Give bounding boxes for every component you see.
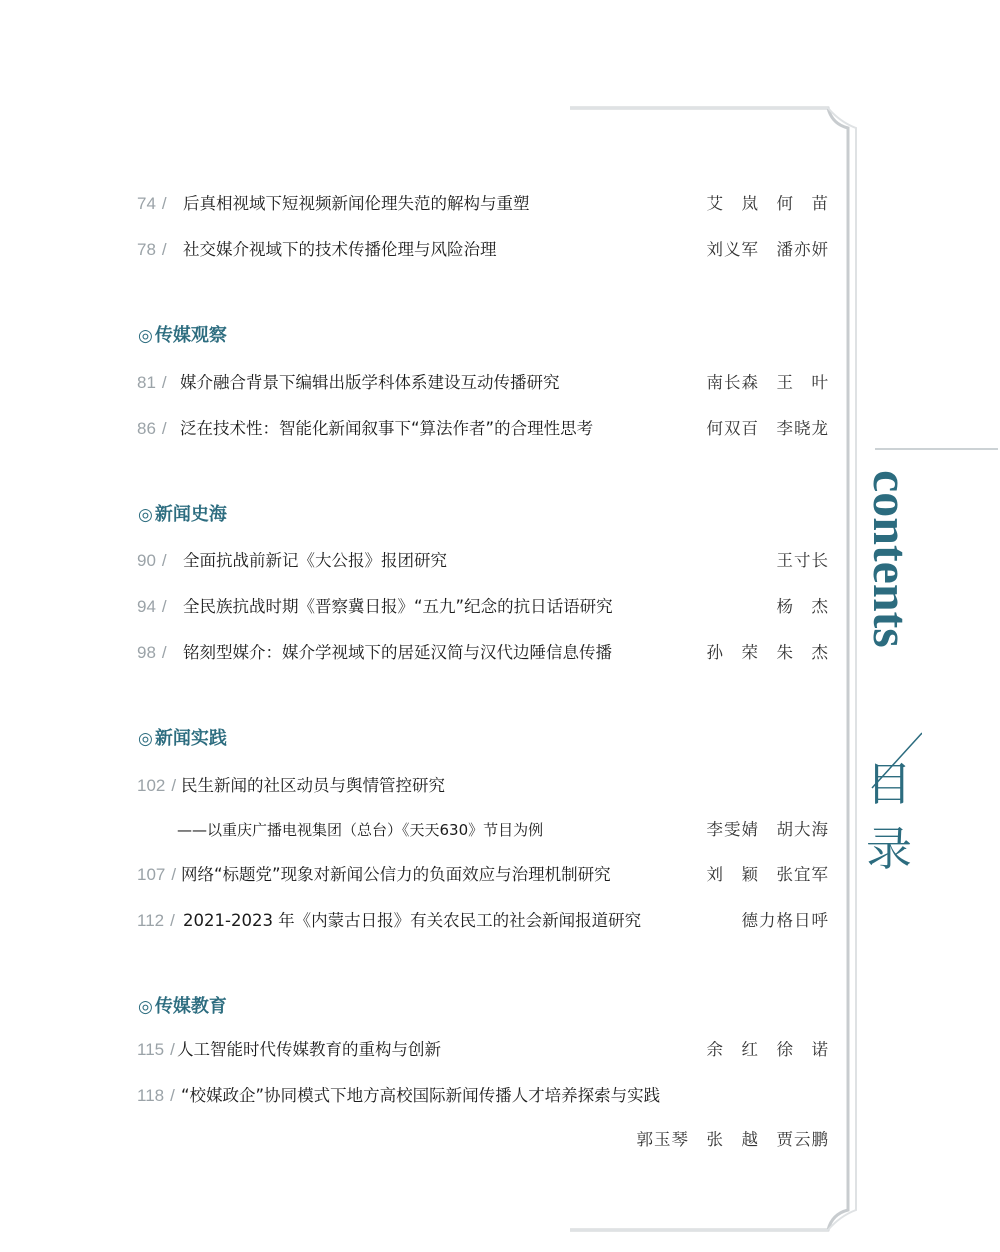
article-title: 人工智能时代传媒教育的重构与创新 [177,1040,441,1059]
article-subtitle: ——以重庆广播电视集团（总台）《天天630》节目为例 [177,821,544,839]
section-name: 新闻实践 [154,728,227,749]
article-authors: 郭玉琴 张 越 贾云鹏 [636,1130,829,1149]
article-title: 民生新闻的社区动员与舆情管控研究 [181,776,445,795]
toc-entry[interactable] [137,371,829,395]
article-title: 全民族抗战时期《晋察冀日报》“五九”纪念的抗日话语研究 [183,597,613,616]
article-authors: 余 红 徐 诺 [706,1040,829,1059]
toc-entry[interactable] [137,1038,829,1062]
page-number: 90 / [137,551,167,570]
toc-entry[interactable] [137,1084,829,1108]
toc-entry[interactable] [137,641,829,665]
section-name: 传媒教育 [154,996,227,1017]
page-number: 94 / [137,597,167,616]
toc-entry[interactable] [137,909,829,933]
article-authors: 何双百 李晓龙 [706,419,829,438]
article-authors: 王寸长 [776,551,829,570]
section-heading [138,502,227,528]
page-number: 81 / [137,373,167,392]
section-heading [138,994,227,1020]
article-title: 全面抗战前新记《大公报》报团研究 [183,551,447,570]
side-title-english: contents [863,470,919,648]
article-title: 媒介融合背景下编辑出版学科体系建设互动传播研究 [180,373,560,392]
page-number: 74 / [137,194,167,213]
toc-entry[interactable] [137,549,829,573]
article-title: 后真相视域下短视频新闻伦理失范的解构与重塑 [183,194,530,213]
section-name: 新闻史海 [154,504,227,525]
article-authors: 刘义军 潘亦妍 [706,240,829,259]
article-authors: 德力格日呼 [741,911,829,930]
page-number: 115 / [137,1040,175,1059]
toc-entry[interactable] [137,595,829,619]
toc-entry[interactable] [137,238,829,262]
toc-entry[interactable] [137,863,829,887]
article-authors: 艾 岚 何 苗 [706,194,829,213]
page-number: 102 / [137,776,177,795]
section-heading [138,726,227,752]
side-title-chinese-1: 目 [866,757,912,811]
article-authors: 杨 杰 [776,597,829,616]
article-authors: 南长森 王 叶 [706,373,829,392]
toc-entry[interactable] [137,417,829,441]
article-title: 网络“标题党”现象对新闻公信力的负面效应与治理机制研究 [181,865,611,884]
article-authors: 孙 荣 朱 杰 [706,643,829,662]
article-title: “校媒政企”协同模式下地方高校国际新闻传播人才培养探索与实践 [181,1086,661,1105]
side-title [862,470,922,890]
article-authors: 刘 颖 张宜军 [706,865,829,884]
article-title: 泛在技术性：智能化新闻叙事下“算法作者”的合理性思考 [180,419,594,438]
page-number: 98 / [137,643,167,662]
page-number: 78 / [137,240,167,259]
article-title: 2021-2023 年《内蒙古日报》有关农民工的社会新闻报道研究 [183,911,642,930]
toc-entry-authors[interactable] [137,1128,829,1152]
article-authors: 李雯婧 胡大海 [706,820,829,839]
page-number: 86 / [137,419,167,438]
section-heading [138,323,227,349]
page-number: 118 / [137,1086,175,1105]
toc-entry-subtitle[interactable] [137,818,829,842]
page-number: 112 / [137,911,175,930]
article-title: 铭刻型媒介：媒介学视域下的居延汉简与汉代边陲信息传播 [183,643,612,662]
section-mark: ◎ [138,729,153,749]
side-title-chinese-2: 录 [866,822,912,876]
article-title: 社交媒介视域下的技术传播伦理与风险治理 [183,240,497,259]
toc-entry[interactable] [137,774,829,798]
page-number: 107 / [137,865,177,884]
section-mark: ◎ [138,997,153,1017]
section-name: 传媒观察 [154,325,227,346]
toc-entry[interactable] [137,192,829,216]
section-mark: ◎ [138,505,153,525]
section-mark: ◎ [138,326,153,346]
